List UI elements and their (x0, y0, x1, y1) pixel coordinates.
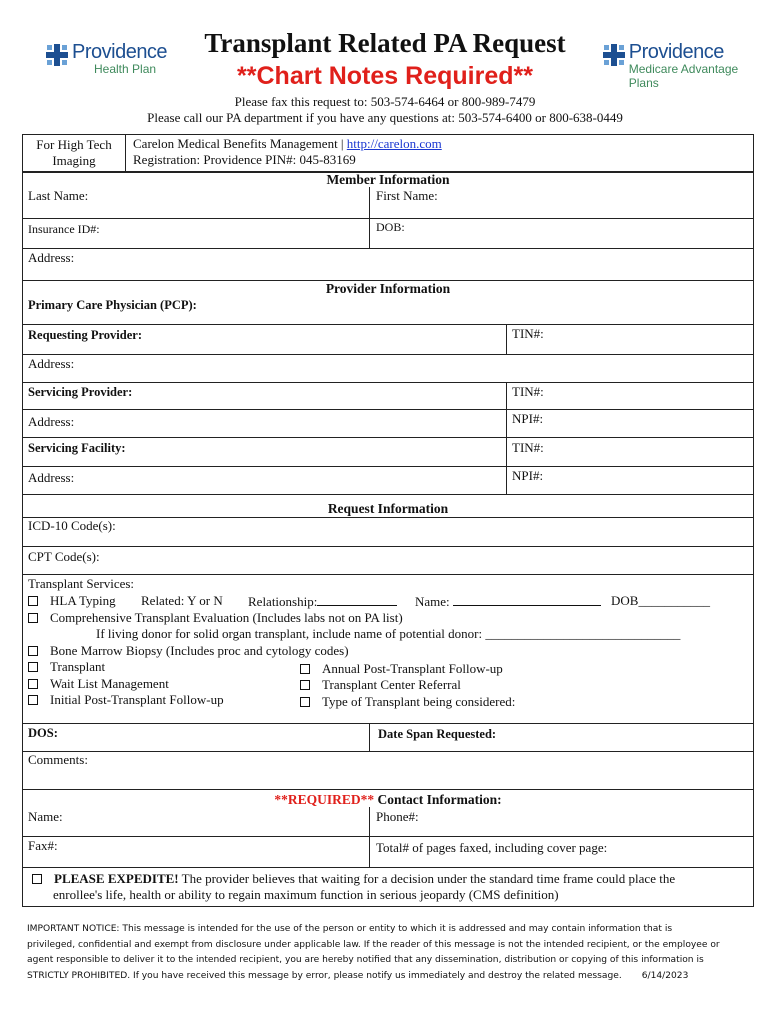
date-span-field[interactable]: Date Span Requested: (378, 727, 497, 741)
facility-npi-field[interactable]: NPI#: (512, 468, 544, 483)
initial-followup-row (28, 692, 224, 708)
wait-list-checkbox[interactable] (28, 679, 38, 689)
member-address-field[interactable]: Address: (28, 250, 75, 265)
comprehensive-eval-checkbox[interactable] (28, 613, 38, 623)
facility-tin-field[interactable]: TIN#: (512, 440, 544, 455)
contact-heading-text: Contact Information: (377, 792, 502, 807)
center-referral-row (300, 677, 461, 693)
call-instructions: Please call our PA department if you have any questions at: 503-574-6400 or 800-638-0449 (147, 110, 623, 125)
pcp-field[interactable]: Primary Care Physician (PCP): (28, 298, 197, 312)
insurance-id-field[interactable]: Insurance ID#: (28, 222, 100, 236)
comments-field[interactable]: Comments: (28, 752, 88, 767)
annual-followup-row (300, 661, 503, 677)
member-dob-field[interactable]: DOB: (376, 220, 405, 234)
contact-name-field[interactable]: Name: (28, 809, 63, 824)
comprehensive-eval-row (28, 610, 403, 626)
notice-line2: privileged, confidential and exempt from disclosure under applicable law. If the reader of this message is not the intended recipient, or the employee or (27, 939, 720, 950)
requesting-address-field[interactable]: Address: (28, 356, 75, 371)
notice-line3: agent responsible to deliver it to the intended recipient, you are hereby notified that any dissemination, distribution or copying of this information is (27, 955, 704, 965)
living-donor-field[interactable]: If living donor for solid organ transplant, include name of potential donor: ______________________________ (96, 626, 681, 641)
required-marker: **REQUIRED** (274, 792, 375, 807)
facility-address-field[interactable]: Address: (28, 470, 75, 485)
initial-followup-checkbox[interactable] (28, 695, 38, 705)
carelon-info (126, 134, 754, 172)
expedite-checkbox[interactable] (32, 874, 42, 884)
bone-marrow-checkbox[interactable] (28, 646, 38, 656)
carelon-text: Carelon Medical Benefits Management | (133, 136, 347, 151)
logo-sub: Health Plan (94, 62, 157, 76)
type-considered-row (300, 694, 515, 710)
first-name-field[interactable]: First Name: (376, 188, 438, 203)
logo-name: Providence (628, 41, 724, 63)
request-information-heading: Request Information (327, 501, 449, 516)
initial-followup-label: Initial Post-Transplant Follow-up (50, 692, 224, 707)
notice-line4: STRICTLY PROHIBITED. If you have received this message by error, please notify us immediately and destroy the related message. (27, 970, 622, 981)
wait-list-label: Wait List Management (50, 676, 169, 691)
dos-field[interactable]: DOS: (28, 726, 58, 740)
total-pages-field[interactable]: Total# of pages faxed, including cover page: (376, 840, 608, 855)
hla-typing-label: HLA Typing (50, 593, 116, 608)
contact-fax-field[interactable]: Fax#: (28, 838, 58, 853)
contact-information-heading (22, 792, 754, 808)
hla-typing-row (28, 593, 116, 609)
expedite-bold: PLEASE EXPEDITE! (54, 871, 179, 886)
chart-notes-required: **Chart Notes Required** (237, 62, 533, 90)
transplant-services-label: Transplant Services: (28, 576, 135, 591)
donor-name-label: Name: (415, 594, 450, 609)
requesting-tin-field[interactable]: TIN#: (512, 326, 544, 341)
member-information-heading: Member Information (326, 172, 450, 187)
bone-marrow-row (28, 643, 349, 659)
transplant-checkbox[interactable] (28, 662, 38, 672)
donor-dob-field[interactable]: DOB___________ (611, 593, 710, 608)
servicing-provider-field[interactable]: Servicing Provider: (28, 385, 133, 399)
notice-line1: IMPORTANT NOTICE: This message is intended for the use of the person or entity to which it is addressed and may contain information that is (27, 924, 673, 934)
expedite-text1: The provider believes that waiting for a decision under the standard time frame could place the (178, 871, 676, 886)
provider-information-heading: Provider Information (325, 281, 451, 296)
registration-text: Registration: Providence PIN#: 045-83169 (133, 152, 356, 167)
high-tech-line1: For High Tech (36, 137, 112, 152)
donor-name-field[interactable] (415, 593, 601, 610)
logo-name: Providence (72, 41, 168, 63)
notice-date: 6/14/2023 (641, 970, 689, 981)
servicing-facility-field[interactable]: Servicing Facility: (28, 441, 126, 455)
carelon-link[interactable]: http://carelon.com (346, 136, 442, 151)
comprehensive-eval-label: Comprehensive Transplant Evaluation (Includes labs not on PA list) (50, 610, 403, 625)
type-considered-label: Type of Transplant being considered: (322, 694, 516, 709)
icd10-field[interactable]: ICD-10 Code(s): (28, 518, 116, 533)
servicing-npi-field[interactable]: NPI#: (512, 411, 544, 426)
related-label: Related: Y or N (141, 593, 223, 608)
transplant-label: Transplant (50, 659, 106, 674)
high-tech-line2: Imaging (52, 153, 96, 168)
servicing-address-field[interactable]: Address: (28, 414, 75, 429)
requesting-provider-field[interactable]: Requesting Provider: (28, 328, 142, 342)
center-referral-checkbox[interactable] (300, 680, 310, 690)
logo-sub: Medicare Advantage Plans (628, 62, 739, 90)
high-tech-label (22, 134, 126, 172)
bone-marrow-label: Bone Marrow Biopsy (Includes proc and cytology codes) (50, 643, 349, 658)
cpt-field[interactable]: CPT Code(s): (28, 549, 100, 564)
servicing-tin-field[interactable]: TIN#: (512, 384, 544, 399)
hla-typing-checkbox[interactable] (28, 596, 38, 606)
type-considered-checkbox[interactable] (300, 697, 310, 707)
annual-followup-label: Annual Post-Transplant Follow-up (322, 661, 503, 676)
contact-phone-field[interactable]: Phone#: (376, 809, 419, 824)
expedite-text2: enrollee's life, health or ability to regain maximum function in serious jeopardy (CMS definition) (53, 887, 559, 902)
form-title: Transplant Related PA Request (204, 28, 566, 58)
important-notice (27, 922, 747, 984)
relationship-field[interactable] (248, 593, 397, 610)
wait-list-row (28, 676, 169, 692)
expedite-row (32, 871, 675, 887)
transplant-row (28, 659, 105, 675)
fax-instructions: Please fax this request to: 503-574-6464 or 800-989-7479 (234, 94, 536, 109)
last-name-field[interactable]: Last Name: (28, 188, 89, 203)
annual-followup-checkbox[interactable] (300, 664, 310, 674)
center-referral-label: Transplant Center Referral (322, 677, 461, 692)
relationship-label: Relationship: (248, 594, 318, 609)
